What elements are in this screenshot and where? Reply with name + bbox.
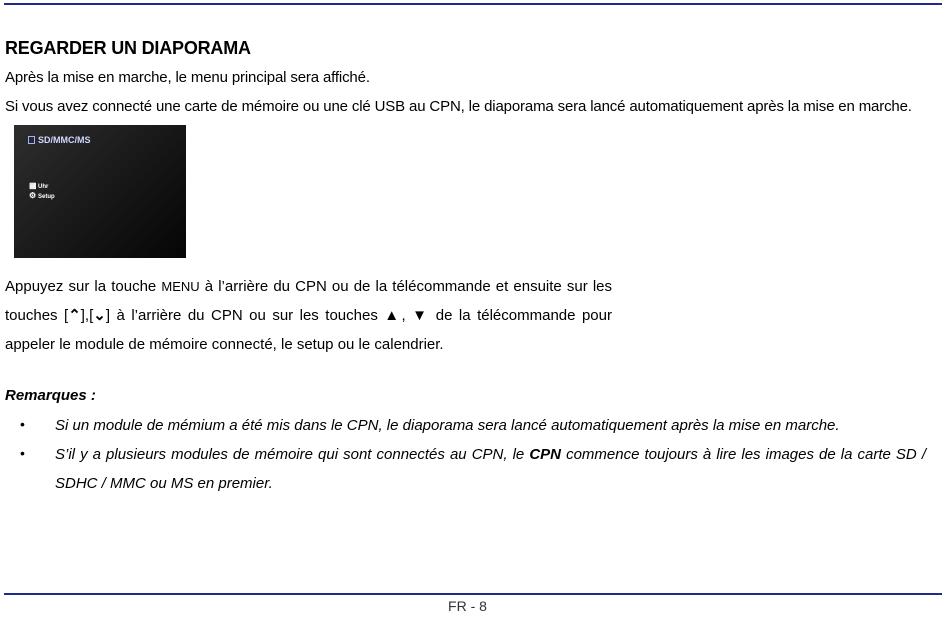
intro-line-2: Si vous avez connecté une carte de mémoire ou une clé USB au CPN, le diaporama sera lancé automatiquement après la mise en marche. bbox=[5, 98, 912, 115]
page-number: FR - 8 bbox=[448, 598, 487, 614]
bullet-icon: • bbox=[20, 445, 25, 461]
remarks-heading: Remarques : bbox=[5, 387, 96, 404]
screen-item-setup bbox=[29, 193, 55, 200]
calendar-icon: ▦ bbox=[29, 181, 37, 190]
menu-screenshot bbox=[14, 125, 186, 258]
top-rule bbox=[4, 3, 942, 5]
remark-item-1: Si un module de mémium a été mis dans le CPN, le diaporama sera lancé automatiquement après la mise en marche. bbox=[55, 417, 840, 434]
section-title: REGARDER UN DIAPORAMA bbox=[5, 38, 251, 58]
screen-item-clock bbox=[29, 183, 48, 190]
screen-item-label: Uhr bbox=[38, 184, 49, 190]
down-key-glyph: ⌄ bbox=[93, 307, 106, 324]
bottom-rule bbox=[4, 593, 942, 595]
remark-item-2 bbox=[55, 440, 926, 498]
screen-header-label: SD/MMC/MS bbox=[38, 135, 91, 145]
screen-item-label: Setup bbox=[38, 194, 55, 200]
instructions-text: ],[ bbox=[80, 307, 94, 324]
memory-card-icon bbox=[28, 136, 35, 144]
menu-key-label: MENU bbox=[161, 279, 200, 294]
intro-line-1: Après la mise en marche, le menu principal sera affiché. bbox=[5, 69, 370, 86]
remark-text: S’il y a plusieurs modules de mémoire qui sont connectés au CPN, le bbox=[55, 446, 530, 463]
up-key-glyph: ⌃ bbox=[68, 307, 81, 324]
instructions-text: Appuyez sur la touche bbox=[5, 278, 162, 295]
gear-icon: ⚙ bbox=[29, 191, 37, 200]
instructions-text: ] à l’arrière du CPN ou sur les touches ▲, ▼ de la télécommande pour appeler le module de mémoire connecté, le setup ou le calendrier. bbox=[5, 307, 612, 353]
remark-bold-cpn: CPN bbox=[529, 446, 562, 463]
instructions-text: à l’arrière du CPN ou de la télécommande et ensuite sur les touches [ bbox=[5, 278, 613, 324]
remark-text: commence toujours à lire les images de la carte SD / SDHC / MMC ou MS en premier. bbox=[55, 446, 926, 492]
screen-header bbox=[28, 135, 91, 145]
bullet-icon: • bbox=[20, 416, 25, 432]
instructions-paragraph bbox=[5, 272, 612, 359]
